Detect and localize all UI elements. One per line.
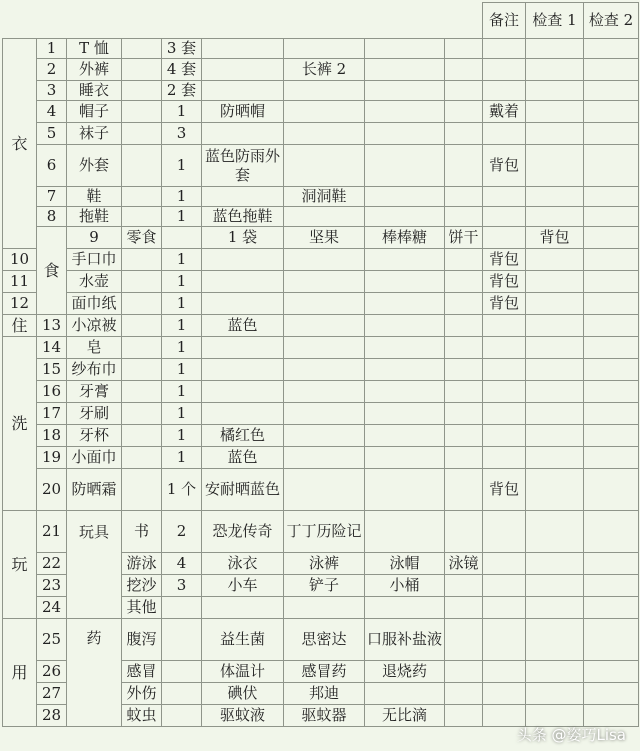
- item-qty: 3 套: [162, 39, 202, 59]
- item-qty: 1: [162, 271, 202, 293]
- item-detail: 小车: [202, 575, 284, 597]
- header-check2: 检查 2: [584, 3, 639, 39]
- item-qty: 1 袋: [202, 227, 284, 249]
- item-sub: 外伤: [122, 683, 162, 705]
- item-name: 零食: [122, 227, 162, 249]
- item-qty: 1: [162, 145, 202, 187]
- item-detail: 恐龙传奇: [202, 511, 284, 553]
- row-number: 24: [37, 597, 67, 619]
- item-sub: 感冒: [122, 661, 162, 683]
- row-number: 3: [37, 81, 67, 101]
- item-detail: 棒棒糖: [365, 227, 445, 249]
- row-number: 28: [37, 705, 67, 727]
- item-name: 牙刷: [67, 403, 122, 425]
- item-detail: 益生菌: [202, 619, 284, 661]
- item-qty: 2 套: [162, 81, 202, 101]
- item-name: 玩具: [67, 511, 122, 619]
- row-number: 16: [37, 381, 67, 403]
- item-detail: 碘伏: [202, 683, 284, 705]
- item-qty: 4: [162, 553, 202, 575]
- item-qty: 3: [162, 123, 202, 145]
- item-detail: 口服补盐液: [365, 619, 445, 661]
- item-qty: 1: [162, 359, 202, 381]
- table-row: [3, 359, 639, 381]
- packing-list-table: [2, 2, 639, 727]
- category-use: 用: [3, 619, 37, 727]
- row-number: 20: [37, 469, 67, 511]
- item-detail: 蓝色: [202, 315, 284, 337]
- header-check1: 检查 1: [526, 3, 584, 39]
- item-detail: 长裤 2: [284, 59, 365, 81]
- item-qty: 1: [162, 381, 202, 403]
- item-qty: 1: [162, 101, 202, 123]
- category-housing: 住: [3, 315, 37, 337]
- row-number: 18: [37, 425, 67, 447]
- row-number: 17: [37, 403, 67, 425]
- table-row: [3, 207, 639, 227]
- item-qty: 2: [162, 511, 202, 553]
- header-row: [3, 3, 639, 39]
- item-note: 背包: [483, 249, 526, 271]
- item-detail: 泳镜: [445, 553, 483, 575]
- category-play: 玩: [3, 511, 37, 619]
- item-detail: 驱蚊器: [284, 705, 365, 727]
- row-number: 19: [37, 447, 67, 469]
- item-name: 纱布巾: [67, 359, 122, 381]
- item-name: 防晒霜: [67, 469, 122, 511]
- item-detail: 橘红色: [202, 425, 284, 447]
- item-qty: 1 个: [162, 469, 202, 511]
- item-name: 皂: [67, 337, 122, 359]
- table-row: [3, 81, 639, 101]
- item-detail: 退烧药: [365, 661, 445, 683]
- table-row: [3, 619, 639, 661]
- item-note: 背包: [483, 293, 526, 315]
- item-name: 拖鞋: [67, 207, 122, 227]
- item-name: 药: [67, 619, 122, 727]
- item-detail: 体温计: [202, 661, 284, 683]
- item-detail: 泳帽: [365, 553, 445, 575]
- category-clothing: 衣: [3, 39, 37, 249]
- item-qty: 4 套: [162, 59, 202, 81]
- item-detail: 坚果: [284, 227, 365, 249]
- row-number: 12: [3, 293, 37, 315]
- item-note: 背包: [483, 145, 526, 187]
- table-row: [3, 227, 639, 249]
- item-name: 袜子: [67, 123, 122, 145]
- table-row: [3, 381, 639, 403]
- item-qty: 1: [162, 315, 202, 337]
- row-number: 15: [37, 359, 67, 381]
- item-qty: 1: [162, 187, 202, 207]
- table-row: [3, 469, 639, 511]
- item-name: 睡衣: [67, 81, 122, 101]
- row-number: 8: [37, 207, 67, 227]
- row-number: 13: [37, 315, 67, 337]
- table-row: [3, 101, 639, 123]
- item-qty: 1: [162, 425, 202, 447]
- row-number: 14: [37, 337, 67, 359]
- item-detail: 邦迪: [284, 683, 365, 705]
- row-number: 27: [37, 683, 67, 705]
- item-name: 外裤: [67, 59, 122, 81]
- item-detail: 丁丁历险记: [284, 511, 365, 553]
- header-notes: 备注: [483, 3, 526, 39]
- table-row: [3, 145, 639, 187]
- category-food: 食: [37, 227, 67, 315]
- item-name: 水壶: [67, 271, 122, 293]
- table-row: [3, 271, 639, 293]
- table-row: [3, 403, 639, 425]
- row-number: 4: [37, 101, 67, 123]
- table-row: [3, 249, 639, 271]
- item-name: 鞋: [67, 187, 122, 207]
- item-detail: 蓝色防雨外套: [202, 145, 284, 187]
- item-note: 戴着: [483, 101, 526, 123]
- item-qty: 3: [162, 575, 202, 597]
- row-number: 1: [37, 39, 67, 59]
- item-name: 外套: [67, 145, 122, 187]
- item-detail: 泳裤: [284, 553, 365, 575]
- row-number: 2: [37, 59, 67, 81]
- item-sub: 腹泻: [122, 619, 162, 661]
- item-qty: 1: [162, 293, 202, 315]
- table-row: [3, 293, 639, 315]
- row-number: 10: [3, 249, 37, 271]
- item-name: 手口巾: [67, 249, 122, 271]
- table-row: [3, 511, 639, 553]
- item-name: T 恤: [67, 39, 122, 59]
- item-detail: 无比滴: [365, 705, 445, 727]
- item-name: 面巾纸: [67, 293, 122, 315]
- row-number: 21: [37, 511, 67, 553]
- item-qty: 1: [162, 249, 202, 271]
- item-name: 小面巾: [67, 447, 122, 469]
- item-sub: 蚊虫: [122, 705, 162, 727]
- table-row: [3, 425, 639, 447]
- item-detail: 饼干: [445, 227, 483, 249]
- item-detail: 感冒药: [284, 661, 365, 683]
- table-row: [3, 59, 639, 81]
- item-sub: 游泳: [122, 553, 162, 575]
- table-row: [3, 39, 639, 59]
- category-washing: 洗: [3, 337, 37, 511]
- row-number: 22: [37, 553, 67, 575]
- item-qty: 1: [162, 403, 202, 425]
- item-name: 牙膏: [67, 381, 122, 403]
- item-detail: 铲子: [284, 575, 365, 597]
- item-detail: 小桶: [365, 575, 445, 597]
- table-row: [3, 123, 639, 145]
- table-row: [3, 337, 639, 359]
- table-row: [3, 187, 639, 207]
- item-detail: 防晒帽: [202, 101, 284, 123]
- item-note: 背包: [483, 469, 526, 511]
- item-sub: 书: [122, 511, 162, 553]
- item-detail: 驱蚊液: [202, 705, 284, 727]
- item-note: 背包: [526, 227, 584, 249]
- row-number: 25: [37, 619, 67, 661]
- table-row: [3, 315, 639, 337]
- row-number: 11: [3, 271, 37, 293]
- item-name: 帽子: [67, 101, 122, 123]
- row-number: 5: [37, 123, 67, 145]
- item-name: 小凉被: [67, 315, 122, 337]
- row-number: 26: [37, 661, 67, 683]
- item-detail: 洞洞鞋: [284, 187, 365, 207]
- item-note: 背包: [483, 271, 526, 293]
- item-detail: 蓝色拖鞋: [202, 207, 284, 227]
- item-detail: 思密达: [284, 619, 365, 661]
- item-sub: 其他: [122, 597, 162, 619]
- table-row: [3, 447, 639, 469]
- item-detail: 泳衣: [202, 553, 284, 575]
- item-qty: 1: [162, 447, 202, 469]
- item-detail: 蓝色: [202, 447, 284, 469]
- item-name: 牙杯: [67, 425, 122, 447]
- item-detail: 安耐晒蓝色: [202, 469, 284, 511]
- item-sub: 挖沙: [122, 575, 162, 597]
- watermark: 头条 @姿巧Lisa: [516, 726, 626, 744]
- item-qty: 1: [162, 207, 202, 227]
- row-number: 9: [67, 227, 122, 249]
- row-number: 23: [37, 575, 67, 597]
- row-number: 7: [37, 187, 67, 207]
- item-qty: 1: [162, 337, 202, 359]
- row-number: 6: [37, 145, 67, 187]
